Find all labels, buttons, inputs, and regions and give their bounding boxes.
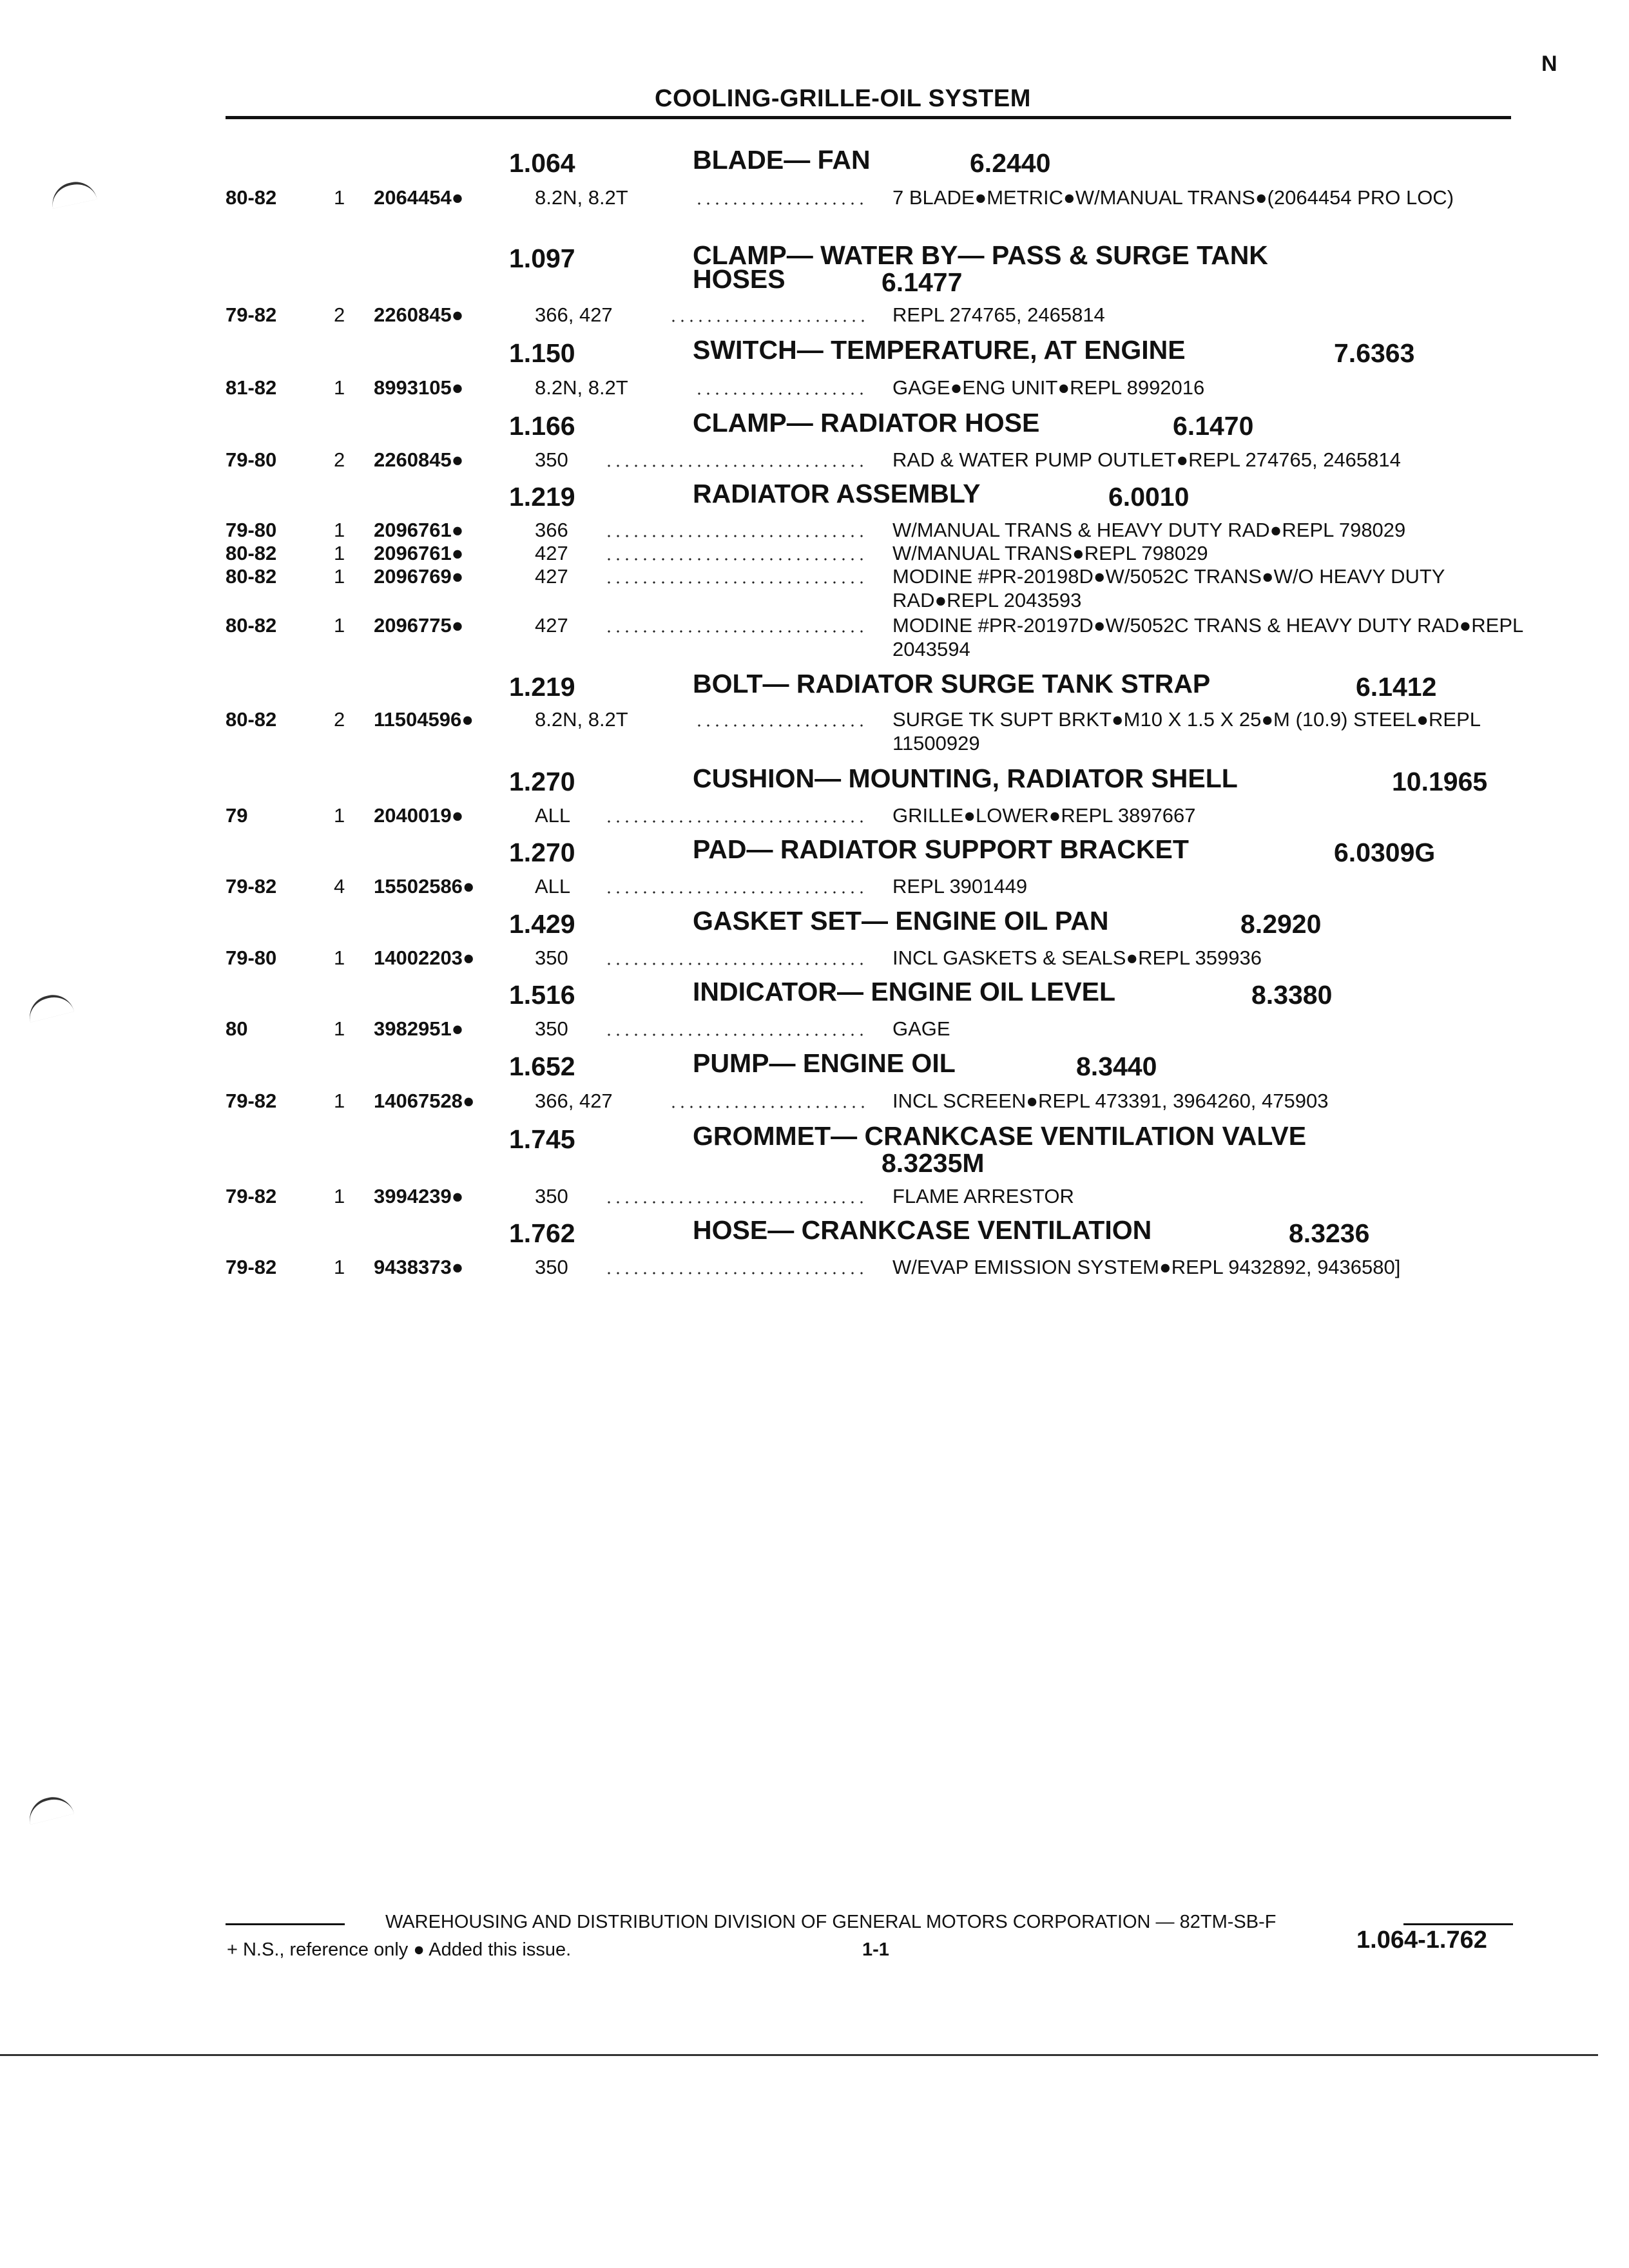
group-number: 1.166	[509, 411, 575, 441]
footer-page-number: 1-1	[862, 1939, 889, 1960]
year-range: 79-82	[226, 303, 277, 326]
group-name: PAD— RADIATOR SUPPORT BRACKET	[693, 834, 1189, 864]
group-code: 8.3236	[1289, 1218, 1370, 1248]
dot-leader	[604, 630, 867, 633]
part-number: 14002203●	[374, 947, 475, 969]
description: W/MANUAL TRANS & HEAVY DUTY RAD●REPL 798029	[892, 519, 1406, 541]
description: W/EVAP EMISSION SYSTEM●REPL 9432892, 9436580]	[892, 1256, 1401, 1278]
quantity: 1	[334, 1256, 345, 1278]
part-number: 2260845●	[374, 303, 464, 326]
quantity: 1	[334, 1090, 345, 1112]
year-range: 79-80	[226, 947, 277, 969]
quantity: 2	[334, 708, 345, 731]
year-range: 79-82	[226, 1090, 277, 1112]
group-name: CLAMP— WATER BY— PASS & SURGE TANK HOSES	[693, 240, 1268, 294]
group-name: INDICATOR— ENGINE OIL LEVEL	[693, 977, 1116, 1006]
footer-publisher: WAREHOUSING AND DISTRIBUTION DIVISION OF GENERAL MOTORS CORPORATION — 82TM-SB-F	[385, 1912, 1277, 1932]
part-number: 15502586●	[374, 875, 475, 898]
part-number: 2040019●	[374, 804, 464, 827]
group-code: 6.2440	[970, 148, 1051, 178]
part-number: 2096761●	[374, 519, 464, 541]
group-name: GROMMET— CRANKCASE VENTILATION VALVE	[693, 1121, 1307, 1151]
description: GAGE●ENG UNIT●REPL 8992016	[892, 376, 1205, 399]
quantity: 1	[334, 542, 345, 564]
year-range: 80-82	[226, 186, 277, 209]
quantity: 1	[334, 614, 345, 637]
dot-leader	[695, 724, 867, 727]
group-code: 8.3380	[1251, 980, 1333, 1010]
quantity: 2	[334, 448, 345, 471]
footer-range: 1.064-1.762	[1356, 1927, 1487, 1954]
quantity: 1	[334, 947, 345, 969]
dot-leader	[604, 558, 867, 561]
group-number: 1.652	[509, 1052, 575, 1081]
part-row	[0, 707, 1629, 755]
model: 350	[535, 947, 568, 969]
dot-leader	[669, 320, 867, 322]
group-number: 1.429	[509, 909, 575, 939]
page-title: COOLING-GRILLE-OIL SYSTEM	[655, 85, 1031, 112]
group-code: 8.3440	[1076, 1052, 1157, 1081]
model: ALL	[535, 804, 571, 827]
model: 366	[535, 519, 568, 541]
group-number: 1.219	[509, 672, 575, 702]
year-range: 80	[226, 1017, 248, 1040]
group-name: BLADE— FAN	[693, 145, 871, 175]
model: 427	[535, 614, 568, 637]
part-row	[0, 613, 1629, 661]
corner-mark: N	[1541, 52, 1557, 76]
dot-leader	[604, 1272, 867, 1274]
group-name: GASKET SET— ENGINE OIL PAN	[693, 906, 1109, 936]
year-range: 79-82	[226, 1256, 277, 1278]
group-number: 1.270	[509, 767, 575, 796]
description: INCL GASKETS & SEALS●REPL 359936	[892, 947, 1262, 969]
quantity: 1	[334, 186, 345, 209]
group-name: HOSE— CRANKCASE VENTILATION	[693, 1215, 1152, 1245]
model: 366, 427	[535, 303, 613, 326]
group-code: 7.6363	[1334, 338, 1415, 368]
dot-leader	[604, 891, 867, 894]
description: REPL 3901449	[892, 875, 1028, 898]
model: ALL	[535, 875, 571, 898]
year-range: 79	[226, 804, 248, 827]
description: MODINE #PR-20198D●W/5052C TRANS●W/O HEAVY DUTY RAD●REPL 2043593	[892, 565, 1445, 611]
part-number: 2064454●	[374, 186, 464, 209]
footer-rule-left	[226, 1923, 345, 1925]
model: 8.2N, 8.2T	[535, 376, 628, 399]
year-range: 80-82	[226, 614, 277, 637]
dot-leader	[604, 963, 867, 965]
quantity: 1	[334, 804, 345, 827]
group-code: 6.1412	[1356, 672, 1437, 702]
dot-leader	[695, 392, 867, 395]
year-range: 80-82	[226, 565, 277, 588]
part-number: 2096775●	[374, 614, 464, 637]
part-row	[0, 1255, 1629, 1303]
description: REPL 274765, 2465814	[892, 303, 1105, 326]
part-number: 2096769●	[374, 565, 464, 588]
dot-leader	[604, 535, 867, 537]
group-name: CUSHION— MOUNTING, RADIATOR SHELL	[693, 764, 1238, 793]
part-number: 3994239●	[374, 1185, 464, 1207]
quantity: 1	[334, 376, 345, 399]
part-number: 14067528●	[374, 1090, 475, 1112]
year-range: 79-82	[226, 1185, 277, 1207]
group-number: 1.762	[509, 1218, 575, 1248]
footer-legend: + N.S., reference only ● Added this issue.	[227, 1939, 572, 1960]
part-number: 9438373●	[374, 1256, 464, 1278]
description: W/MANUAL TRANS●REPL 798029	[892, 542, 1208, 564]
model: 366, 427	[535, 1090, 613, 1112]
year-range: 81-82	[226, 376, 277, 399]
quantity: 1	[334, 1017, 345, 1040]
group-number: 1.745	[509, 1124, 575, 1154]
group-name: PUMP— ENGINE OIL	[693, 1048, 956, 1078]
quantity: 2	[334, 303, 345, 326]
dot-leader	[604, 1201, 867, 1204]
group-heading	[0, 240, 1629, 297]
quantity: 1	[334, 1185, 345, 1207]
group-number: 1.064	[509, 148, 575, 178]
model: 427	[535, 565, 568, 588]
description: GAGE	[892, 1017, 950, 1040]
group-code: 6.0309G	[1334, 838, 1436, 867]
part-number: 2096761●	[374, 542, 464, 564]
dot-leader	[669, 1106, 867, 1108]
group-number: 1.516	[509, 980, 575, 1010]
model: 350	[535, 448, 568, 471]
group-number: 1.219	[509, 482, 575, 512]
group-code: 8.3235M	[882, 1148, 985, 1178]
group-name: BOLT— RADIATOR SURGE TANK STRAP	[693, 669, 1211, 698]
group-name: CLAMP— RADIATOR HOSE	[693, 408, 1040, 437]
description: MODINE #PR-20197D●W/5052C TRANS & HEAVY DUTY RAD●REPL 2043594	[892, 614, 1523, 660]
dot-leader	[604, 581, 867, 584]
description: SURGE TK SUPT BRKT●M10 X 1.5 X 25●M (10.9) STEEL●REPL 11500929	[892, 708, 1480, 754]
group-code: 10.1965	[1392, 767, 1488, 796]
quantity: 1	[334, 565, 345, 588]
year-range: 80-82	[226, 542, 277, 564]
group-number: 1.097	[509, 244, 575, 273]
dot-leader	[695, 202, 867, 205]
title-rule	[226, 116, 1511, 119]
group-number: 1.270	[509, 838, 575, 867]
model: 8.2N, 8.2T	[535, 708, 628, 731]
group-code: 6.1477	[882, 267, 963, 297]
quantity: 1	[334, 519, 345, 541]
group-code: 6.1470	[1173, 411, 1254, 441]
model: 350	[535, 1256, 568, 1278]
year-range: 79-80	[226, 448, 277, 471]
bottom-rule	[0, 2054, 1598, 2056]
group-number: 1.150	[509, 338, 575, 368]
group-name: SWITCH— TEMPERATURE, AT ENGINE	[693, 335, 1186, 365]
model: 350	[535, 1185, 568, 1207]
dot-leader	[604, 820, 867, 823]
model: 350	[535, 1017, 568, 1040]
footer-rule-right	[1403, 1923, 1513, 1925]
part-number: 11504596●	[374, 708, 474, 731]
group-heading	[0, 1121, 1629, 1178]
year-range: 79-82	[226, 875, 277, 898]
part-number: 3982951●	[374, 1017, 464, 1040]
group-code: 6.0010	[1108, 482, 1190, 512]
part-row	[0, 186, 1629, 233]
model: 8.2N, 8.2T	[535, 186, 628, 209]
part-number: 2260845●	[374, 448, 464, 471]
model: 427	[535, 542, 568, 564]
description: GRILLE●LOWER●REPL 3897667	[892, 804, 1196, 827]
scan-mark	[25, 1792, 74, 1825]
group-code: 8.2920	[1240, 909, 1322, 939]
dot-leader	[604, 465, 867, 467]
description: 7 BLADE●METRIC●W/MANUAL TRANS●(2064454 PRO LOC)	[892, 186, 1454, 209]
year-range: 79-80	[226, 519, 277, 541]
part-row	[0, 564, 1629, 612]
quantity: 4	[334, 875, 345, 898]
description: INCL SCREEN●REPL 473391, 3964260, 475903	[892, 1090, 1329, 1112]
group-name: RADIATOR ASSEMBLY	[693, 479, 981, 508]
description: FLAME ARRESTOR	[892, 1185, 1074, 1207]
year-range: 80-82	[226, 708, 277, 731]
description: RAD & WATER PUMP OUTLET●REPL 274765, 2465814	[892, 448, 1401, 471]
dot-leader	[604, 1033, 867, 1036]
part-number: 8993105●	[374, 376, 464, 399]
